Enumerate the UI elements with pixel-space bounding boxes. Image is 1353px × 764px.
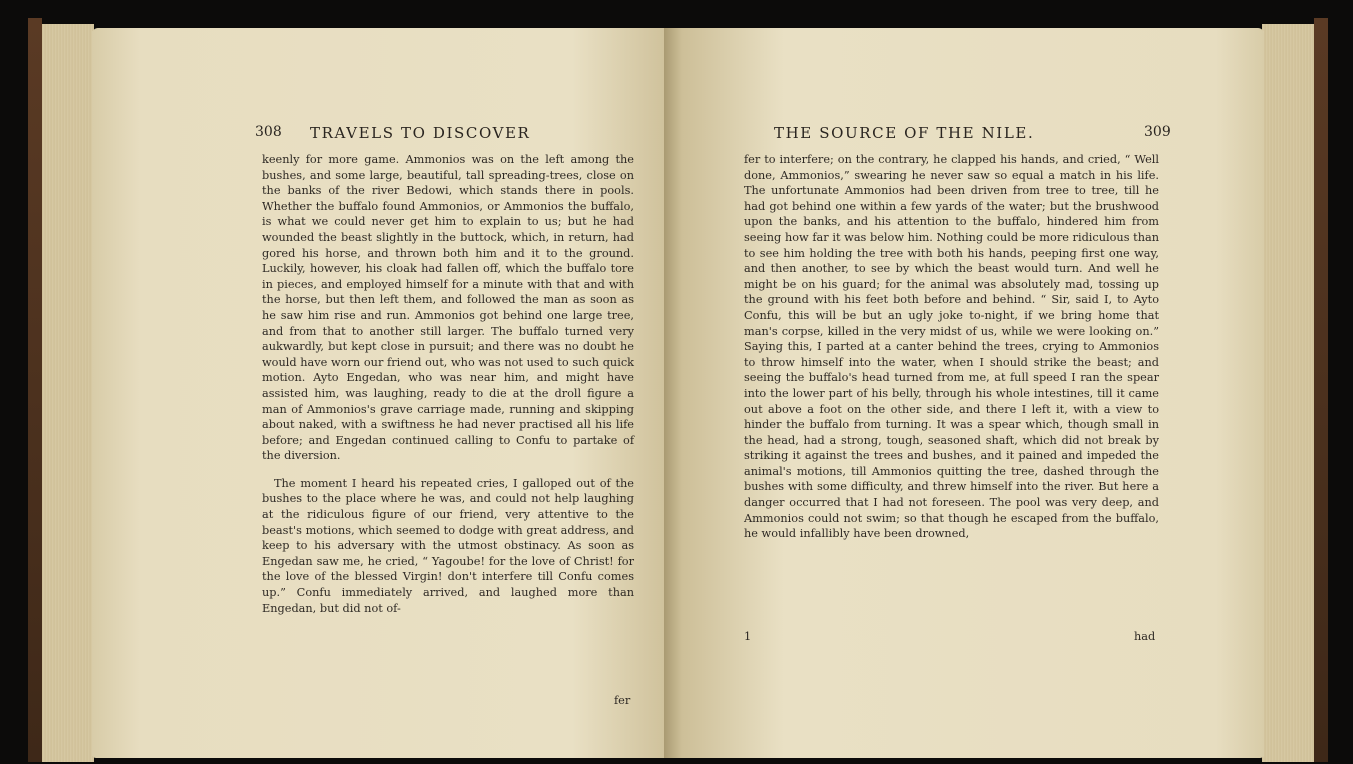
page-number: 308 (255, 124, 282, 140)
paragraph: keenly for more game. Ammonios was on the left among the bushes, and some large, beautiful, tall spreading-trees, close on the banks of the river Bedowi, which stands there in pools. Whether the buffalo found Ammonios, or Ammonios the buffalo, is what we could never get him to explain to us; but he had wounded the beast slightly in the buttock, which, in return, had gored his horse, and thrown both him and it to the ground. Luckily, however, his cloak had fallen off, which the buffalo tore in pieces, and employed himself for a minute with that and with the horse, but then left them, and followed the man as soon as he saw him rise and run. Ammonios got behind one large tree, and from that to another still larger. The buffalo turned very aukwardly, but kept close in pursuit; and there was no doubt he would have worn our friend out, who was not used to such quick motion. Ayto Engedan, who was near him, and might have assisted him, was laughing, ready to die at the droll figure a man of Ammonios's grave carriage made, running and skipping about naked, with a swiftness he had never practised all his life before; and Engedan continued calling to Confu to partake of the diversion. (262, 153, 634, 463)
page-number: 309 (1144, 124, 1171, 140)
open-book (28, 10, 1328, 762)
running-head: THE SOURCE OF THE NILE. (774, 124, 1035, 142)
paragraph: fer to interfere; on the contrary, he clapped his hands, and cried, “ Well done, Ammonios,” swearing he never saw so equal a match in his life. The unfortunate Ammonios had been driven from tree to tree, till he had got behind one within a few yards of the water; but the brushwood upon the banks, and his attention to the buffalo, hindered him from seeing how far it was below him. Nothing could be more ridiculous than to see him holding the tree with both his hands, peeping first one way, and then another, to see by which the beast would turn. And well he might be on his guard; for the animal was absolutely mad, tossing up the ground with his feet both before and behind. “ Sir, said I, to Ayto Confu, this will be but an ugly joke to-night, if we bring home that man's corpse, killed in the very midst of us, while we were looking on.” Saying this, I parted at a canter behind the trees, crying to Ammonios to throw himself into the water, when I should strike the beast; and seeing the buffalo's head turned from me, at full speed I ran the spear into the lower part of his belly, through his whole intestines, till it came out above a foot on the other side, and there I left it, with a view to hinder the buffalo from turning. It was a spear which, though small in the head, had a strong, tough, seasoned shaft, which did not break by striking it against the trees and bushes, and it pained and impeded the animal's motions, till Ammonios quitting the tree, dashed through the bushes with some difficulty, and threw himself into the river. But here a danger occurred that I had not foreseen. The pool was very deep, and Ammonios could not swim; so that though he escaped from the buffalo, he would infallibly have been drowned, (744, 153, 1159, 541)
left-page (92, 28, 692, 758)
page-edges-left (42, 24, 94, 762)
page-text (744, 152, 1159, 542)
signature-mark: 1 (744, 630, 752, 643)
book-cover-right (1314, 18, 1328, 762)
catchword: fer (614, 694, 631, 707)
paragraph: The moment I heard his repeated cries, I galloped out of the bushes to the place where he was, and could not help laughing at the ridiculous figure of our friend, very attentive to the beast's motions, which seemed to dodge with great address, and keep to his adversary with the utmost obstinacy. As soon as Engedan saw me, he cried, “ Yagoube! for the love of Christ! for the love of the blessed Virgin! don't interfere till Confu comes up.” Confu immediately arrived, and laughed more than Engedan, but did not of- (262, 476, 634, 615)
page-edges-right (1262, 24, 1314, 762)
running-head: TRAVELS TO DISCOVER (310, 124, 531, 142)
page-text (262, 152, 634, 616)
right-page (664, 28, 1264, 758)
book-cover-left (28, 18, 42, 762)
catchword: had (1134, 630, 1156, 643)
